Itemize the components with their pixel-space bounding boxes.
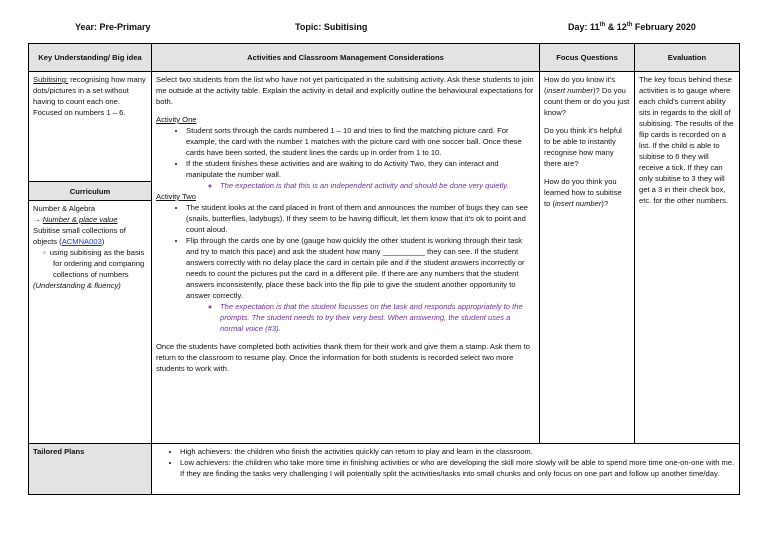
strand: Number & Algebra xyxy=(33,204,96,213)
activity-one-expectation: ◦ The expectation is that this is an independent activity and should be done very quietly. xyxy=(220,180,535,191)
curriculum-bullet: ▫ using subitising as the basis for ordering and comparing collections of numbers xyxy=(53,247,147,280)
activity-two-expectation: ◦ The expectation is that the student focusses on the task and responds appropriately to the prompts. The student needs to try their very best. When answering, the student uses a normal voice (#3). xyxy=(220,301,535,334)
topic-label: Topic: Subitising xyxy=(295,22,368,32)
key-understanding-heading: Key Understanding/ Big idea xyxy=(28,43,152,72)
evaluation-cell xyxy=(634,71,740,444)
low-achievers-plan: • Low achievers: the children who take more time in finishing activities or who are developing the skill more slowly will be able to spend more time one-on-one with me. If they are finding the tasks very challenging I will potentially split the activities/tasks into small chunks and only focus on one part and follow up another time/day. xyxy=(180,457,735,479)
subitising-definition: recognising how many dots/pictures in a set without having to count each one. Focused on numbers 1 – 6. xyxy=(33,75,146,117)
activity-one-step-1: • Student sorts through the cards numbered 1 – 10 and tries to find the matching picture card. For example, the card with the number 1 matches with the picture card with one soccer ball. Once these cards have been sorted, the student lines the cards up in order from 1 to 10. xyxy=(186,125,535,158)
curriculum-cell xyxy=(28,200,152,444)
evaluation-heading: Evaluation xyxy=(634,43,740,72)
high-achievers-plan: • High achievers: the children who finish the activities quickly can return to play and learn in the classroom. xyxy=(180,446,735,457)
year-label: Year: Pre-Primary xyxy=(75,22,151,32)
focus-question-3: How do you think you learned how to subitise to (insert number)? xyxy=(544,177,622,208)
activities-intro: Select two students from the list who have not yet participated in the subitising activity. Ask these students to join me outside at the activity table. Explain the activity in detail and explicitly outline the behavioural expectations for both. xyxy=(156,75,534,106)
tailored-plans-cell xyxy=(151,443,740,495)
activity-two-step-2: • Flip through the cards one by one (gauge how quickly the other student is working through their task and try to match this pace) and ask the student how many __________ they can see. If the student answers correctly with no delay place the card in certain pile and if the student answers incorrectly or needs to count the pictures put the card in a different pile. If there are any numbers that the student answers inconsistently, place these back into the flip pile to give the student another opportunity to answer correctly. xyxy=(186,235,535,301)
tailored-plans-heading: Tailored Plans xyxy=(28,443,152,495)
acmna003-link[interactable]: ACMNA003 xyxy=(61,237,102,246)
activities-cell xyxy=(151,71,540,444)
content-description: Subitise small collections of objects (ACMNA003) xyxy=(33,226,126,246)
focus-questions-cell xyxy=(539,71,635,444)
key-understanding-cell xyxy=(28,71,152,182)
subitising-term: Subitising: xyxy=(33,75,69,84)
proficiency: (Understanding & fluency) xyxy=(33,281,121,290)
sub-strand: → Number & place value xyxy=(33,215,118,224)
activity-two-step-1: • The student looks at the card placed in front of them and announces the number of bugs they can see (snails, butterflies, ladybugs). If they seem to be having difficult, let them know that it's ok to point and count aloud. xyxy=(186,202,535,235)
evaluation-text: The key focus behind these activities is to gauge where each child's current ability sits in regards to the skill of subitising. The results of the flip cards is recorded on a list. If the child is able to subitise to 6 they will receive a tick. If they can only subitise to 3 they will get a 3 in their check box, etc. for the other numbers. xyxy=(639,75,734,205)
arrow-icon: → xyxy=(33,215,43,224)
activities-closing: Once the students have completed both activities thank them for their work and give them a stamp. Ask them to return to the classroom to resume play. Once the information for both students is recorded select two more students to work with. xyxy=(156,342,530,373)
curriculum-heading: Curriculum xyxy=(28,181,152,201)
activity-one-step-2: • If the student finishes these activities and are waiting to do Activity Two, they can interact and manipulate the number wall. xyxy=(186,158,535,180)
focus-questions-heading: Focus Questions xyxy=(539,43,635,72)
activity-two-title: Activity Two xyxy=(156,192,196,201)
activities-heading: Activities and Classroom Management Considerations xyxy=(151,43,540,72)
focus-question-1: How do you know it's (insert number)? Do you count them or do you just know? xyxy=(544,75,630,117)
focus-question-2: Do you think it's helpful to be able to instantly recognise how many there are? xyxy=(544,126,622,168)
activity-one-title: Activity One xyxy=(156,115,197,124)
day-label: Day: 11th & 12th February 2020 xyxy=(568,22,696,32)
